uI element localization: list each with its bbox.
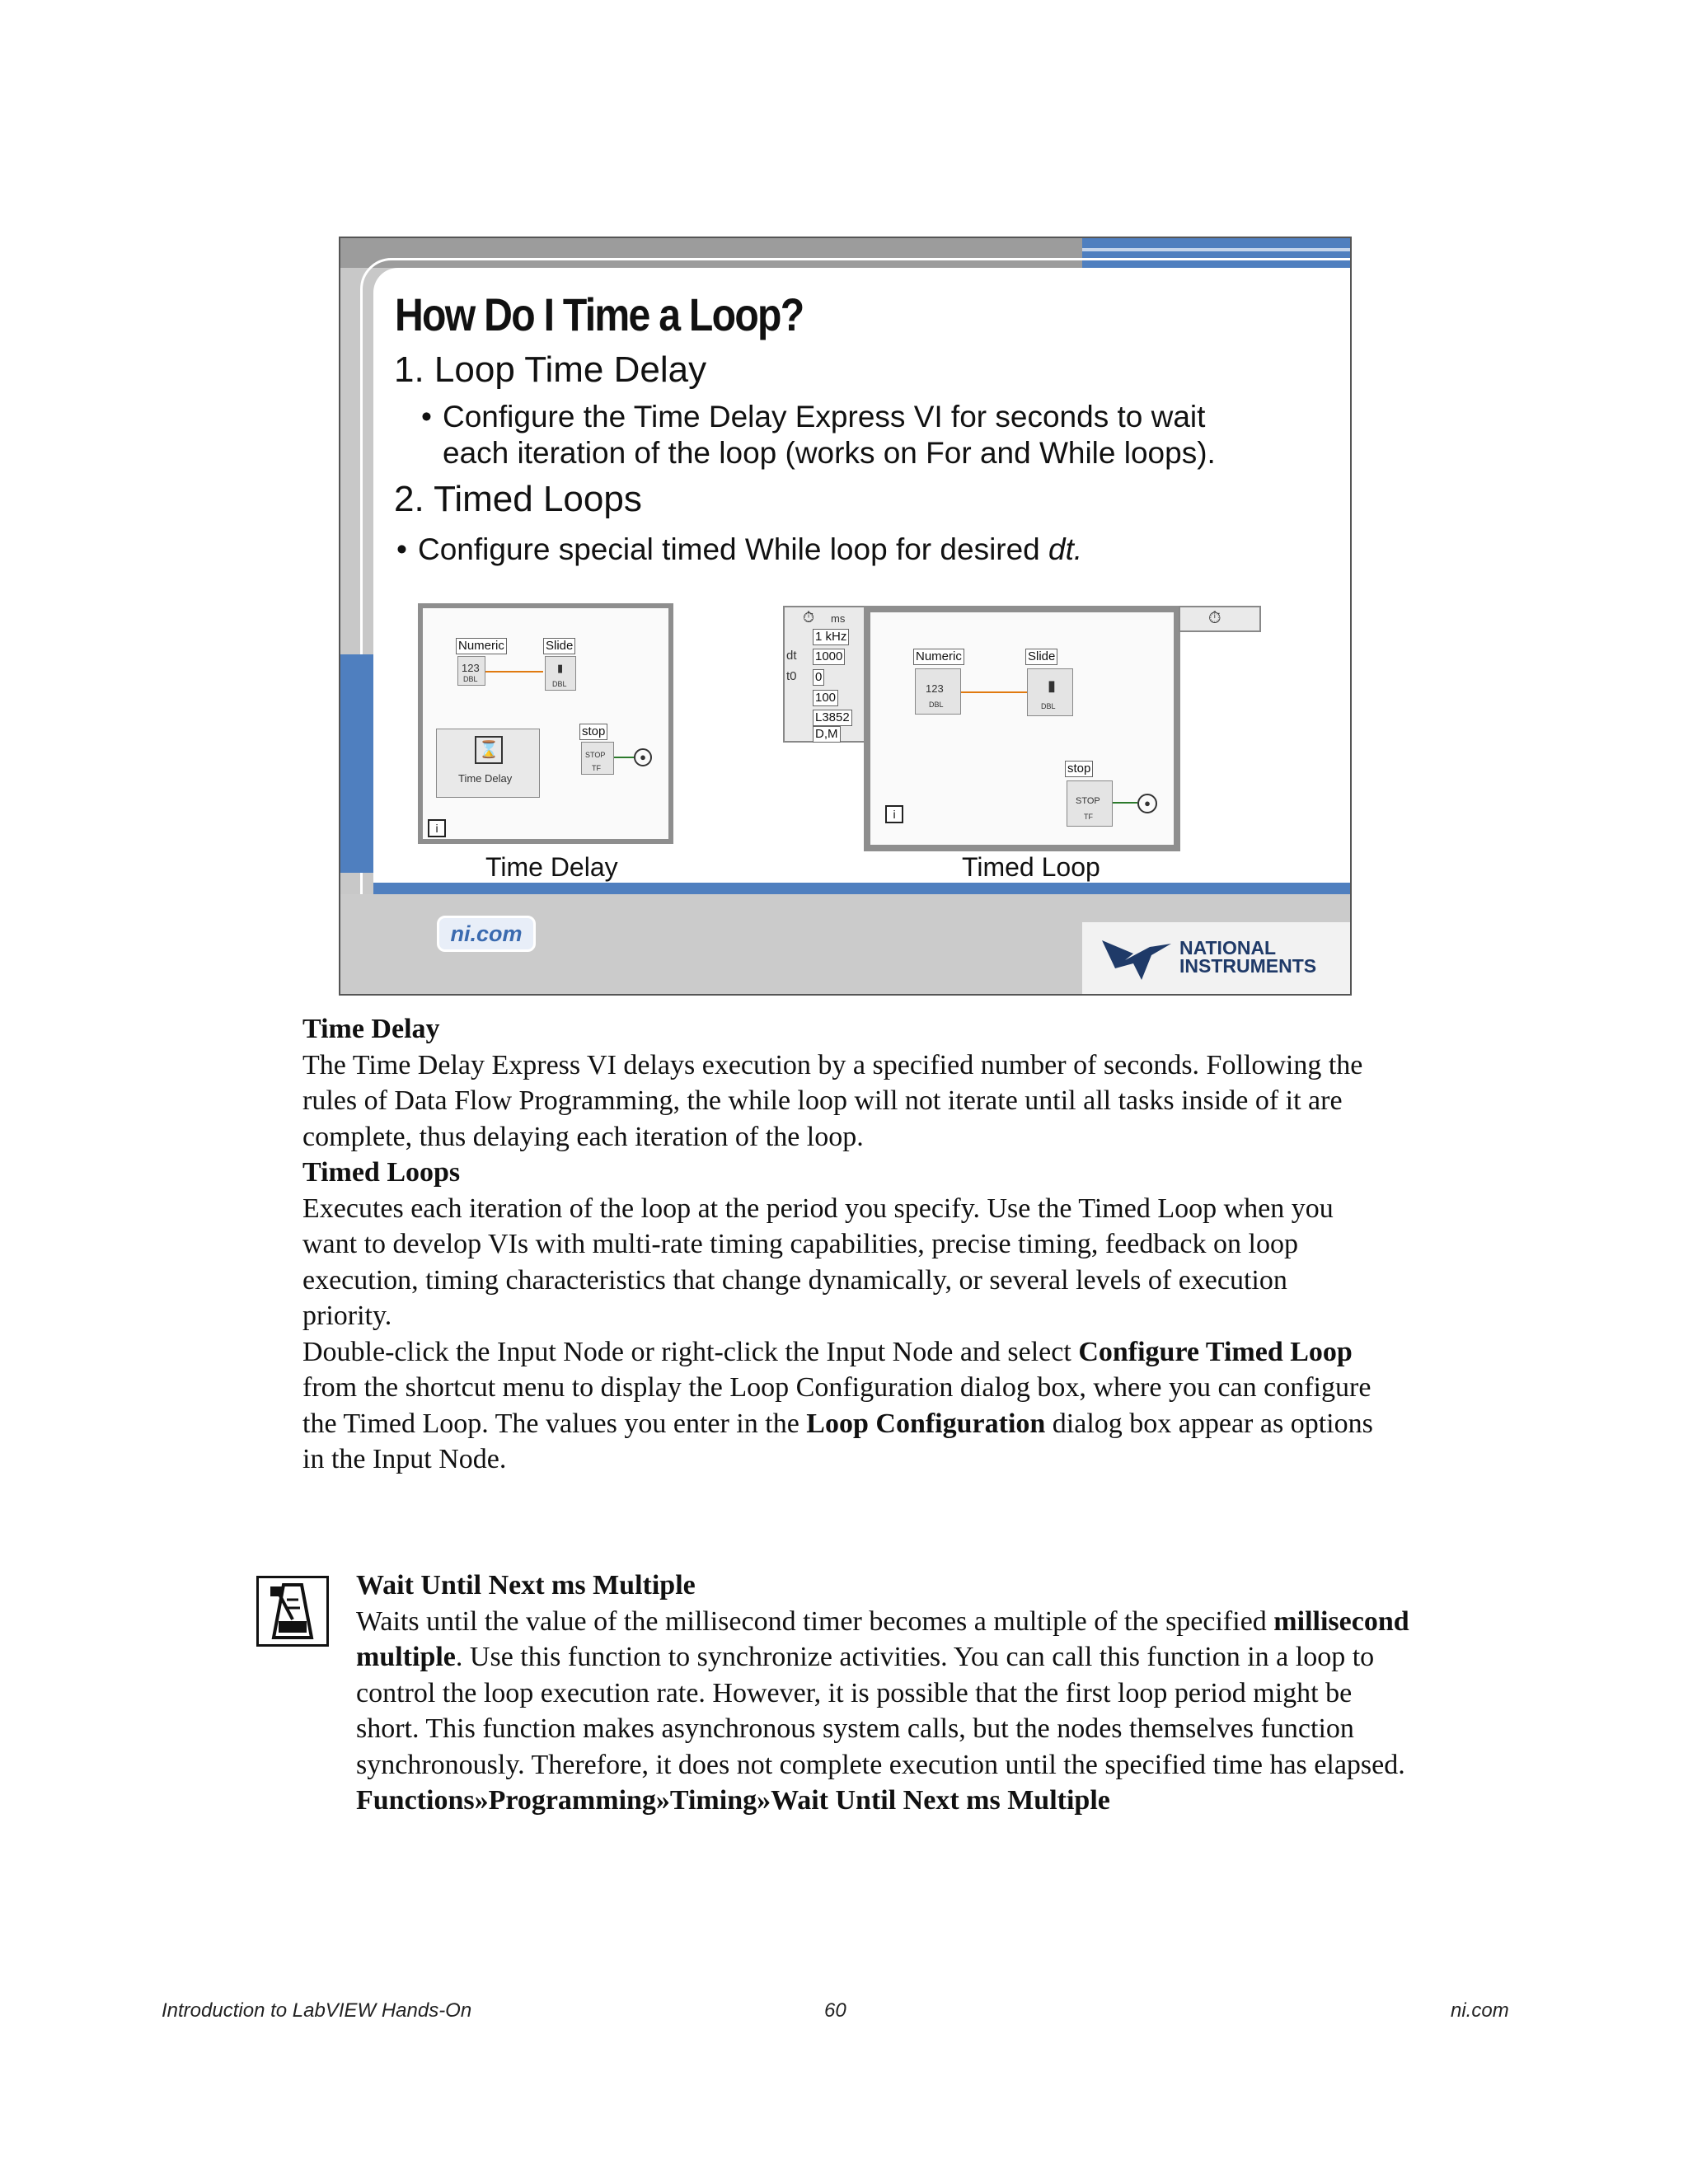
ni-eagle-icon (1100, 935, 1173, 985)
loop-condition-icon: ● (1137, 794, 1157, 813)
caption-timed-loop: Timed Loop (962, 852, 1100, 882)
iteration-terminal: i (428, 819, 446, 837)
configure-text: Double-click the Input Node or right-click the Input Node and select Configure Timed Loop from the shortcut menu to display the Loop Configuration dialog box, where you can configure the Timed Loop. The values you enter in the Loop Configuration dialog box appear as options in the Input Node. (302, 1336, 1373, 1474)
slide-label: Slide (543, 638, 575, 654)
stop-label: stop (579, 724, 607, 740)
wait-section (356, 1568, 1419, 1819)
slide-label: Slide (1025, 649, 1057, 665)
wait-palette-path: Functions»Programming»Timing»Wait Until Next ms Multiple (356, 1785, 1110, 1816)
slide-bottom-accent (373, 883, 1350, 894)
timed-loop-diagram (864, 606, 1180, 851)
slide-section2-heading: 2. Timed Loops (394, 479, 642, 519)
numeric-terminal: 123 DBL (915, 668, 961, 715)
time-delay-diagram (418, 603, 673, 844)
wait-text: Waits until the value of the millisecond timer becomes a multiple of the specified millisecond multiple. Use this function to synchronize activities. You can call this function in a loop to control the loop execution rate. However, it is possible that the first loop period might be short. This function makes asynchronous system calls, but the nodes themselves function synchronously. Therefore, it does not complete execution until the specified time has elapsed. (356, 1605, 1409, 1780)
clock-icon: ⏱ (803, 609, 815, 626)
metronome-icon (256, 1576, 329, 1647)
stop-label: stop (1065, 761, 1093, 777)
ni-com-badge: ni.com (437, 916, 536, 952)
timed-loop-output-node (1179, 606, 1261, 632)
time-delay-text: The Time Delay Express VI delays execution by a specified number of seconds. Following the rules of Data Flow Programming, the while loop will not iterate until all tasks inside of it are complete, thus delaying each iteration of the loop. (302, 1049, 1363, 1152)
footer-title: Introduction to LabVIEW Hands-On (162, 1999, 472, 2022)
slide-section1-heading: 1. Loop Time Delay (394, 349, 707, 390)
wire (961, 691, 1027, 693)
slide-title: How Do I Time a Loop? (395, 288, 804, 340)
wire (614, 757, 634, 758)
slide-section2-bullet: • Configure special timed While loop for desired dt. (396, 532, 1083, 566)
national-instruments-logo: NATIONAL INSTRUMENTS (1082, 922, 1352, 996)
footer-page-number: 60 (824, 1999, 846, 2022)
slide-terminal: ▮ DBL (545, 656, 576, 691)
timed-loop-input-node: ⏱ ms 1 kHz dt 1000 t0 0 100 L3852 D,M (783, 606, 865, 743)
slide-left-accent (340, 654, 373, 873)
time-delay-notes (302, 1011, 1407, 1478)
slide-terminal: ▮ DBL (1027, 668, 1073, 716)
footer-url: ni.com (1451, 1999, 1509, 2022)
numeric-terminal: 123 DBL (457, 656, 485, 686)
iteration-terminal: i (885, 805, 903, 823)
caption-time-delay: Time Delay (485, 852, 618, 882)
wire (485, 671, 543, 673)
timed-loops-text: Executes each iteration of the loop at the period you specify. Use the Timed Loop when you want to develop VIs with multi-rate timing capabilities, precise timing, feedback on loop execution, timing characteristics that change dynamically, or several levels of execution priority. (302, 1193, 1334, 1331)
time-delay-express-vi: ⌛ Time Delay (436, 729, 540, 798)
wait-heading: Wait Until Next ms Multiple (356, 1570, 696, 1601)
stop-terminal: STOP TF (1067, 780, 1113, 827)
stop-terminal: STOP TF (581, 742, 614, 775)
hourglass-icon: ⌛ (475, 736, 503, 764)
timed-loops-heading: Timed Loops (302, 1157, 461, 1188)
time-delay-heading: Time Delay (302, 1014, 440, 1044)
wire (1113, 802, 1137, 804)
slide-image (339, 237, 1352, 996)
loop-condition-icon: ● (634, 748, 652, 766)
numeric-label: Numeric (456, 638, 507, 654)
slide-section1-bullet: • Configure the Time Delay Express VI for seconds to wait each iteration of the loop (works on For and While loops). (421, 400, 1216, 470)
clock-icon: ⏱ (1208, 609, 1221, 627)
numeric-label: Numeric (913, 649, 964, 665)
